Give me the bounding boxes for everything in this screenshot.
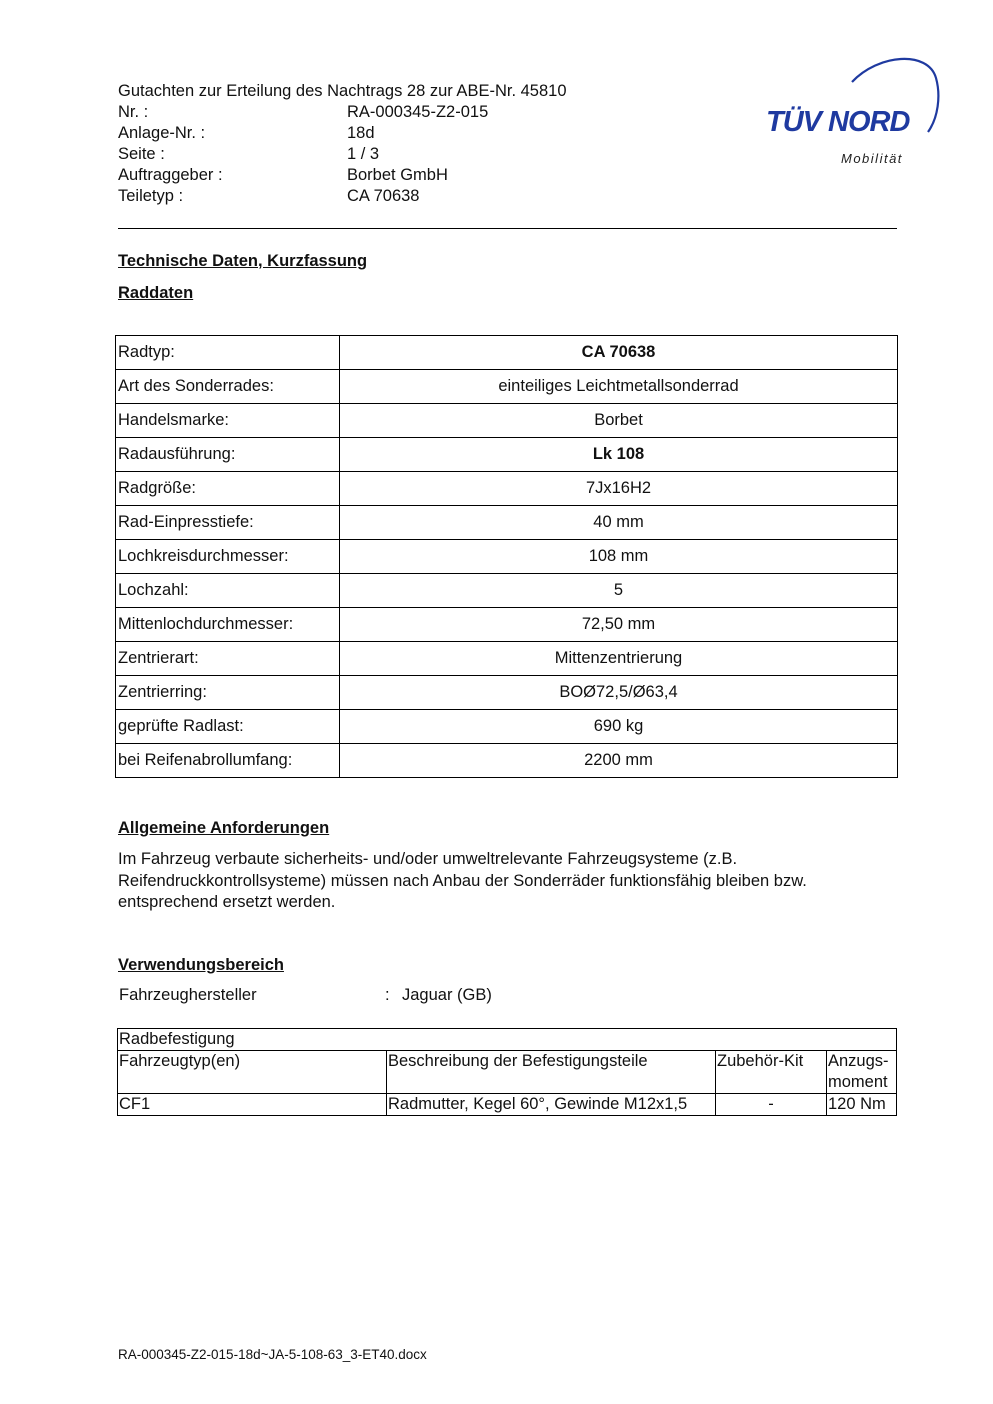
column-header-description: Beschreibung der Befestigungsteile <box>387 1051 716 1094</box>
logo-subtitle: Mobilität <box>841 151 903 166</box>
table-cell-label: Radausführung: <box>116 438 340 472</box>
manufacturer-label: Fahrzeughersteller <box>119 986 257 1004</box>
table-cell-label: Radgröße: <box>116 472 340 506</box>
column-header-accessory-kit: Zubehör-Kit <box>716 1051 827 1094</box>
header-value: RA-000345-Z2-015 <box>347 103 489 121</box>
section-title-allgemeine-anforderungen: Allgemeine Anforderungen <box>118 819 330 837</box>
table-cell-value: 2200 mm <box>340 744 898 778</box>
table-cell-label: Handelsmarke: <box>116 404 340 438</box>
table-cell-label: Art des Sonderrades: <box>116 370 340 404</box>
table-cell-value: BOØ72,5/Ø63,4 <box>340 676 898 710</box>
table-row <box>116 370 898 404</box>
column-header-torque <box>827 1051 897 1094</box>
table-cell-label: Rad-Einpresstiefe: <box>116 506 340 540</box>
table-header-row <box>118 1051 897 1094</box>
table-cell-value: einteiliges Leichtmetallsonderrad <box>340 370 898 404</box>
header-row-nr <box>118 102 567 123</box>
header-label: Nr. : <box>118 103 149 121</box>
manufacturer-value: Jaguar (GB) <box>402 986 492 1004</box>
header-value: CA 70638 <box>347 187 420 205</box>
table-cell-value: 7Jx16H2 <box>340 472 898 506</box>
footer-filename: RA-000345-Z2-015-18d~JA-5-108-63_3-ET40.docx <box>118 1347 427 1362</box>
table-row <box>116 506 898 540</box>
header-row-anlage <box>118 123 567 144</box>
table-cell-label: Lochzahl: <box>116 574 340 608</box>
section-title-verwendungsbereich: Verwendungsbereich <box>118 956 284 974</box>
header-label: Teiletyp : <box>118 187 184 205</box>
table-row <box>116 710 898 744</box>
header-row-seite <box>118 144 567 165</box>
table-row <box>116 404 898 438</box>
table-cell-torque: 120 Nm <box>827 1094 897 1116</box>
table-cell-label: Zentrierart: <box>116 642 340 676</box>
table-cell-label: Radtyp: <box>116 336 340 370</box>
table-cell-vehicle-type: CF1 <box>118 1094 387 1116</box>
header-label: Seite : <box>118 145 165 163</box>
table-cell-value: 40 mm <box>340 506 898 540</box>
table-row <box>116 336 898 370</box>
header-value: 1 / 3 <box>347 145 380 163</box>
table-cell-label: Lochkreisdurchmesser: <box>116 540 340 574</box>
table-cell-description: Radmutter, Kegel 60°, Gewinde M12x1,5 <box>387 1094 716 1116</box>
table-cell-value: 72,50 mm <box>340 608 898 642</box>
section-title-technische-daten: Technische Daten, Kurzfassung <box>118 252 368 270</box>
torque-header-line1: Anzugs- <box>828 1052 889 1070</box>
header-row-teiletyp <box>118 186 567 207</box>
header-label: Auftraggeber : <box>118 166 223 184</box>
table-row <box>116 438 898 472</box>
header-label: Anlage-Nr. : <box>118 124 206 142</box>
logo-wordmark: TÜV NORD <box>766 106 910 138</box>
document-header <box>118 81 567 207</box>
table-cell-accessory-kit: - <box>716 1094 827 1116</box>
mounting-table <box>117 1028 897 1116</box>
table-cell-value: CA 70638 <box>340 336 898 370</box>
table-row <box>118 1094 897 1116</box>
table-cell-value: 108 mm <box>340 540 898 574</box>
document-title: Gutachten zur Erteilung des Nachtrags 28 zur ABE-Nr. 45810 <box>118 82 567 100</box>
table-row <box>116 676 898 710</box>
header-value: Borbet GmbH <box>347 166 448 184</box>
table-row <box>116 540 898 574</box>
mounting-table-title: Radbefestigung <box>118 1029 897 1051</box>
table-title-row <box>118 1029 897 1051</box>
table-cell-value: Mittenzentrierung <box>340 642 898 676</box>
torque-header-line2: moment <box>828 1073 888 1091</box>
table-cell-label: Zentrierring: <box>116 676 340 710</box>
manufacturer-colon: : <box>385 986 390 1004</box>
tuev-nord-logo <box>760 56 945 176</box>
requirements-paragraph: Im Fahrzeug verbaute sicherheits- und/oder umweltrelevante Fahrzeugsysteme (z.B. Reifendruckkontrollsysteme) müssen nach Anbau der Sonderräder funktionsfähig bleiben bzw. entsprechend ersetzt werden. <box>118 850 807 911</box>
column-header-vehicle-type: Fahrzeugtyp(en) <box>118 1051 387 1094</box>
wheel-data-table <box>115 335 898 778</box>
header-row-auftraggeber <box>118 165 567 186</box>
table-cell-label: Mittenlochdurchmesser: <box>116 608 340 642</box>
table-row <box>116 472 898 506</box>
table-row <box>116 608 898 642</box>
table-cell-value: 5 <box>340 574 898 608</box>
table-cell-value: 690 kg <box>340 710 898 744</box>
header-divider <box>118 228 897 229</box>
table-cell-label: bei Reifenabrollumfang: <box>116 744 340 778</box>
section-title-raddaten: Raddaten <box>118 284 194 302</box>
table-cell-value: Borbet <box>340 404 898 438</box>
table-cell-value: Lk 108 <box>340 438 898 472</box>
table-row <box>116 744 898 778</box>
table-row <box>116 642 898 676</box>
table-cell-label: geprüfte Radlast: <box>116 710 340 744</box>
header-value: 18d <box>347 124 375 142</box>
table-row <box>116 574 898 608</box>
